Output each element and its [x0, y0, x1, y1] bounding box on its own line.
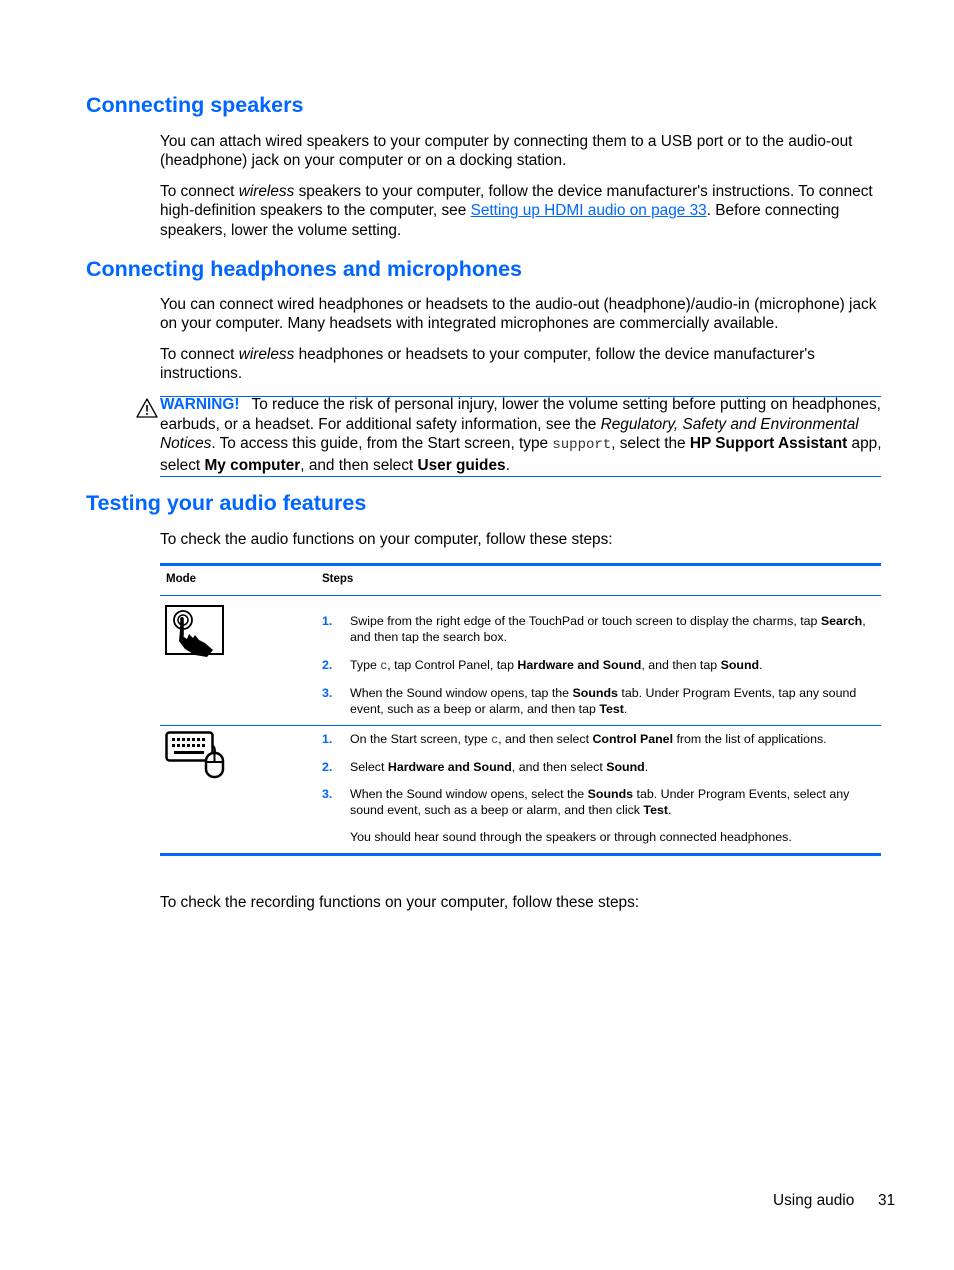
speakers-paragraph-2: To connect wireless speakers to your computer, follow the device manufacturer's instructions. To connect high-definition speakers to the computer, see Setting up HDMI audio on page 33. Before connecting speakers, lower the volume setting. [160, 183, 873, 239]
warning-triangle-icon [136, 398, 158, 418]
warning-text: WARNING! To reduce the risk of personal injury, lower the volume setting before putting on headphones, earbuds, or a headset. For additional safety information, see the Regulatory, Safety and Environmental Notices. To access this guide, from the Start screen, type support, select the HP Support Assistant app, select My computer, and then select User guides. [160, 396, 882, 474]
headphones-paragraph-1: You can connect wired headphones or headsets to the audio-out (headphone)/audio-in (microphone) jack on your computer. Many headsets with integrated microphones are commercially available. [160, 296, 877, 333]
headphones-paragraph-2: To connect wireless headphones or headsets to your computer, follow the device manufacturer's instructions. [160, 346, 815, 383]
table-header-rule [160, 595, 881, 596]
table-header-steps: Steps [322, 573, 354, 585]
footer-section-label: Using audio [773, 1192, 855, 1209]
testing-outro: To check the recording functions on your computer, follow these steps: [160, 894, 640, 911]
table-bottom-rule [160, 853, 881, 856]
warning-label: WARNING! [160, 396, 240, 413]
footer-page-number: 31 [878, 1192, 896, 1209]
hdmi-audio-link[interactable]: Setting up HDMI audio on page 33 [470, 202, 707, 220]
heading-connecting-headphones: Connecting headphones and microphones [86, 257, 523, 281]
heading-testing-audio: Testing your audio features [86, 491, 367, 515]
heading-connecting-speakers: Connecting speakers [86, 93, 304, 117]
table-top-rule [160, 563, 881, 566]
speakers-paragraph-1: You can attach wired speakers to your computer by connecting them to a USB port or to the audio-out (headphone) jack on your computer or on a docking station. [160, 133, 853, 170]
touch-gesture-icon [165, 605, 225, 659]
keyboard-mouse-icon [165, 731, 227, 779]
table-row-rule [160, 725, 881, 726]
testing-intro: To check the audio functions on your computer, follow these steps: [160, 531, 613, 548]
table-header-mode: Mode [166, 573, 197, 585]
